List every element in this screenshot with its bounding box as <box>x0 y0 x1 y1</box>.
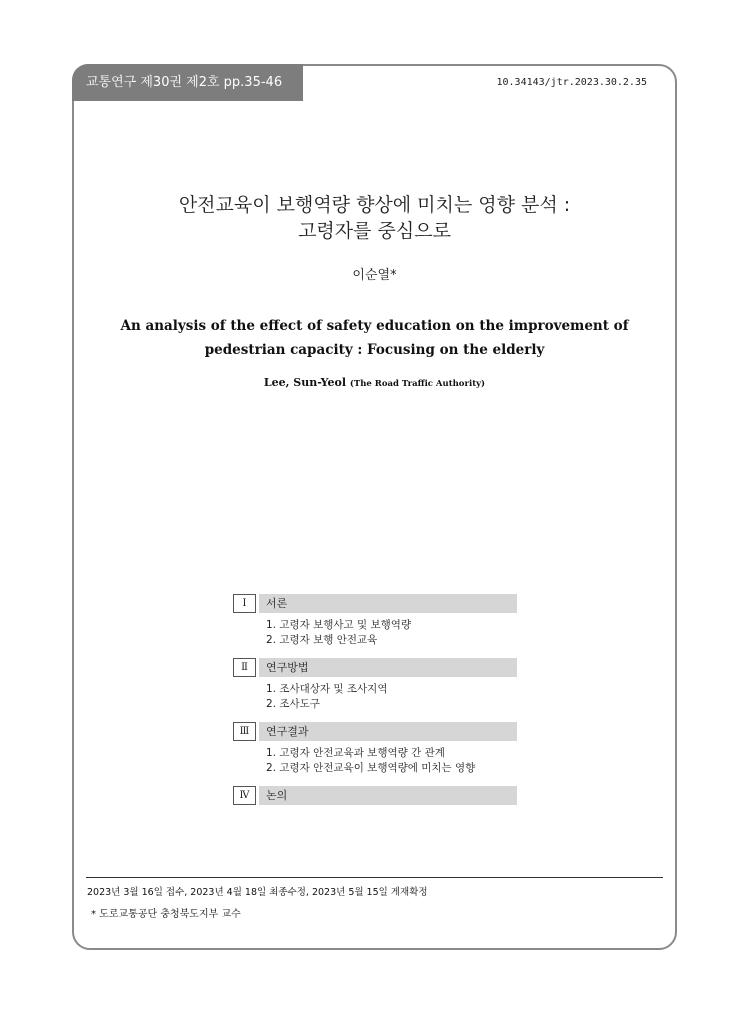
toc-subitem[interactable]: 1. 조사대상자 및 조사지역 <box>266 683 388 695</box>
toc-section-label: 서론 <box>259 594 517 613</box>
toc-section-label: 연구방법 <box>259 658 517 677</box>
toc-section-label: 논의 <box>259 786 517 805</box>
toc-section-4 <box>233 786 517 805</box>
toc-heading[interactable] <box>233 658 517 677</box>
toc-subitem[interactable]: 1. 고령자 보행사고 및 보행역량 <box>266 619 412 631</box>
toc-heading[interactable] <box>233 722 517 741</box>
toc-section-number: Ⅲ <box>233 722 256 741</box>
doi-label[interactable]: 10.34143/jtr.2023.30.2.35 <box>496 77 647 88</box>
title-korean-line-2: 고령자를 중심으로 <box>298 220 451 242</box>
received-dates: 2023년 3월 16일 접수, 2023년 4월 18일 최종수정, 2023년 5월 15일 게재확정 <box>87 887 428 898</box>
toc-subitems <box>233 613 517 648</box>
footer-divider <box>86 877 663 878</box>
author-footnote: * 도로교통공단 충청북도지부 교수 <box>91 909 241 920</box>
title-english-line-2: pedestrian capacity : Focusing on the elderly <box>204 342 545 358</box>
author-affiliation: (The Road Traffic Authority) <box>349 379 486 389</box>
toc-section-number: Ⅰ <box>233 594 256 613</box>
toc-subitems <box>233 677 517 712</box>
title-english-line-1: An analysis of the effect of safety education on the improvement of <box>120 318 629 334</box>
toc-subitems <box>233 741 517 776</box>
toc-section-number: Ⅱ <box>233 658 256 677</box>
toc-subitem[interactable]: 1. 고령자 안전교육과 보행역량 간 관계 <box>266 747 445 759</box>
toc-subitem[interactable]: 2. 조사도구 <box>266 698 320 710</box>
title-korean-line-1: 안전교육이 보행역량 향상에 미치는 영향 분석 : <box>178 194 571 216</box>
toc-section-3 <box>233 722 517 776</box>
toc-section-1 <box>233 594 517 648</box>
toc-subitem[interactable]: 2. 고령자 안전교육이 보행역량에 미치는 영향 <box>266 762 476 774</box>
toc-section-number: Ⅳ <box>233 786 256 805</box>
toc-section-2 <box>233 658 517 712</box>
toc-heading[interactable] <box>233 594 517 613</box>
title-korean <box>72 192 677 244</box>
title-english <box>72 314 677 362</box>
toc-subitem[interactable]: 2. 고령자 보행 안전교육 <box>266 634 378 646</box>
author-english-name: Lee, Sun-Yeol <box>263 376 347 389</box>
author-korean: 이순열* <box>352 268 397 283</box>
toc-heading[interactable] <box>233 786 517 805</box>
toc-section-label: 연구결과 <box>259 722 517 741</box>
author-english <box>72 376 677 389</box>
journal-header: 교통연구 제30권 제2호 pp.35-46 <box>72 64 303 101</box>
table-of-contents <box>233 594 517 815</box>
